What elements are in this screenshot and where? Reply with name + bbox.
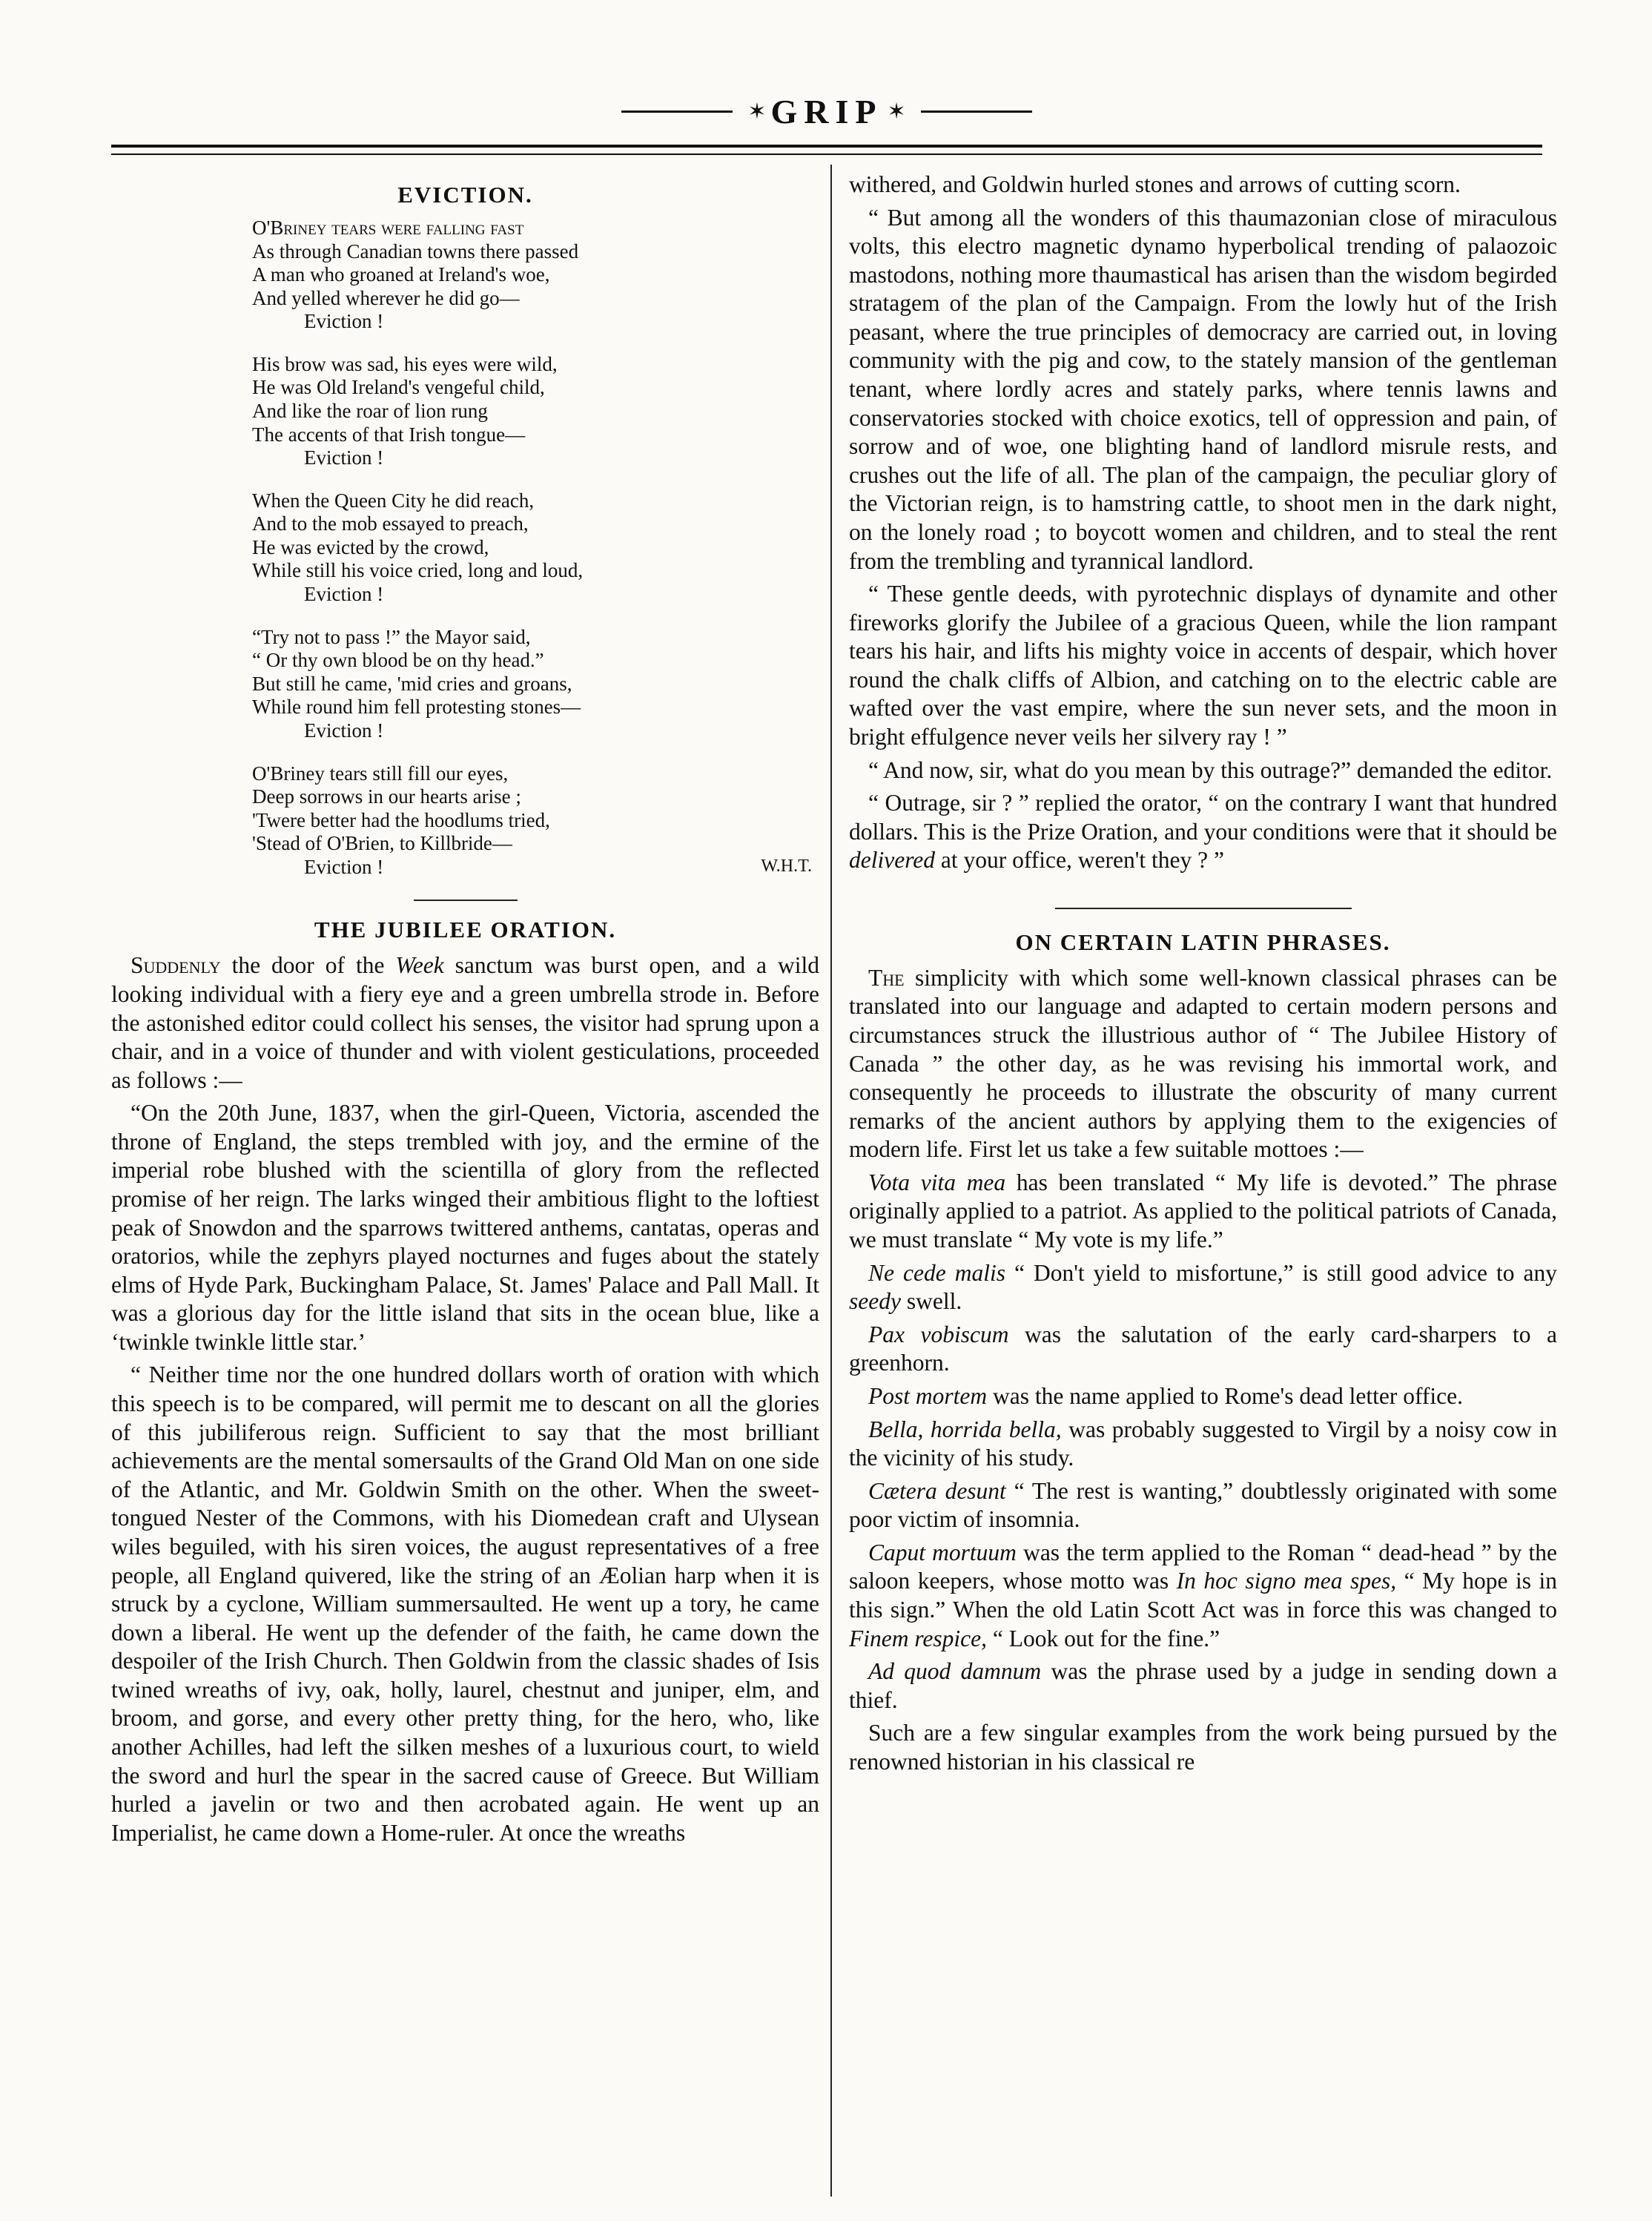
- poem-stanza: [252, 217, 819, 334]
- poem-refrain: Eviction !: [304, 446, 384, 469]
- poem-line: While still his voice cried, long and loud,: [252, 559, 584, 582]
- poem-refrain: Eviction !: [304, 310, 384, 333]
- poem-line: But still he came, 'mid cries and groans,: [252, 672, 572, 695]
- header-double-rule: [111, 145, 1542, 155]
- poem-line: Deep sorrows in our hearts arise ;: [252, 785, 521, 808]
- latin-paragraph: Caput mortuum was the term applied to the Roman “ dead-head ” by the saloon keepers, whose motto was In hoc signo mea spes, “ My hope is in this sign.” When the old Latin Scott Act was in force this was changed to Finem respice, “ Look out for the fine.”: [849, 1539, 1557, 1651]
- right-column: [849, 171, 1557, 1781]
- poem-refrain: Eviction !: [304, 719, 384, 742]
- latin-paragraph: The simplicity with which some well-known classical phrases can be translated into our language and adapted to certain modern persons and circumstances struck the illustrious author of “ The Jubilee History of Canada ” the other day, as he was revising his immortal work, and consequently he proceeds to illustrate the obscurity of many current remarks of the ancient authors by applying them to the exigencies of modern life. First let us take a few suitable mottoes :—: [849, 964, 1557, 1163]
- left-column: [111, 171, 819, 1852]
- poem-line: “ Or thy own blood be on thy head.”: [252, 649, 544, 672]
- poem-signature: W.H.T.: [761, 856, 812, 876]
- jubilee-title: THE JUBILEE ORATION.: [314, 917, 617, 943]
- jubilee-paragraph: “ Outrage, sir ? ” replied the orator, “ on the contrary I want that hundred dollars. This is the Prize Oration, and your conditions were that it should be delivered at your office, weren't they ? ”: [849, 790, 1557, 874]
- eviction-poem: [252, 217, 819, 879]
- poem-stanza: [252, 762, 819, 880]
- poem-line: O'Briney tears were falling fast: [252, 216, 524, 239]
- eviction-title: EVICTION.: [397, 182, 533, 208]
- poem-line: As through Canadian towns there passed: [252, 240, 579, 263]
- jubilee-paragraph: Suddenly the door of the Week sanctum was burst open, and a wild looking individual with a fiery eye and a green umbrella strode in. Before the astonished editor could collect his senses, the visitor had sprung upon a chair, and in a voice of thunder and with violent gesticulations, proceeded as follows :—: [111, 952, 819, 1093]
- poem-line: “Try not to pass !” the Mayor said,: [252, 625, 531, 648]
- poem-line: And to the mob essayed to preach,: [252, 512, 529, 535]
- poem-refrain: Eviction !: [304, 583, 384, 606]
- latin-paragraph: Ne cede malis “ Don't yield to misfortune,” is still good advice to any seedy swell.: [849, 1259, 1557, 1315]
- latin-title: ON CERTAIN LATIN PHRASES.: [1015, 928, 1391, 955]
- poem-line: He was evicted by the crowd,: [252, 535, 489, 558]
- jubilee-paragraph-continued: withered, and Goldwin hurled stones and arrows of cutting scorn.: [849, 171, 1461, 197]
- jubilee-paragraph: “ These gentle deeds, with pyrotechnic displays of dynamite and other fireworks glorify the Jubilee of a gracious Queen, while the lion rampant tears his hair, and lifts his mighty voice in accents of despair, which hover round the chalk cliffs of Albion, and catching on to the electric cable are wafted over the vast empire, where the sun never sets, and the moon in bright effulgence never veils her silvery ray ! ”: [849, 581, 1557, 750]
- poem-refrain: Eviction ! W.H.T.: [304, 855, 812, 878]
- jubilee-paragraph: “ But among all the wonders of this thaumazonian close of miraculous volts, this electro magnetic dynamo hyperbolical trending of palaozoic mastodons, nothing more thaumastical has arisen than the wisdom begirded stratagem of the plan of the Campaign. From the lowly hut of the Irish peasant, where the true principles of democracy are carried out, in loving community with the pig and cow, to the stately mansion of the gentleman tenant, where lordly acres and stately parks, where tennis lawns and conservatories stocked with choice exotics, tell of oppression and pain, of sorrow and of woe, one blighting hand of landlord misrule rests, and crushes out the life of all. The plan of the campaign, the peculiar glory of the Victorian reign, is to hamstring cattle, to shoot men in the dark night, on the lonely road ; to boycott women and children, and to steal the rent from the trembling and tyrannical landlord.: [849, 204, 1557, 574]
- latin-paragraph: Ad quod damnum was the phrase used by a judge in sending down a thief.: [849, 1658, 1558, 1713]
- poem-line: While round him fell protesting stones—: [252, 696, 581, 719]
- masthead-rule-right: [921, 110, 1032, 113]
- poem-stanza: [252, 353, 819, 470]
- masthead-rule-left: [621, 110, 733, 113]
- poem-line: O'Briney tears still fill our eyes,: [252, 762, 509, 785]
- masthead-title: GRIP: [770, 92, 883, 131]
- poem-line: When the Queen City he did reach,: [252, 489, 535, 512]
- jubilee-paragraph: “ And now, sir, what do you mean by this outrage?” demanded the editor.: [868, 756, 1553, 783]
- poem-line: His brow was sad, his eyes were wild,: [252, 352, 558, 375]
- poem-line: 'Stead of O'Brien, to Killbride—: [252, 832, 512, 855]
- poem-line: The accents of that Irish tongue—: [252, 423, 526, 446]
- masthead: [111, 89, 1542, 133]
- star-ornament-icon: ✶: [887, 99, 906, 124]
- latin-paragraph: Vota vita mea has been translated “ My life is devoted.” The phrase originally applied to a patriot. As applied to the political patriots of Canada, we must translate “ My vote is my life.”: [849, 1169, 1558, 1253]
- poem-line: He was Old Ireland's vengeful child,: [252, 376, 545, 399]
- section-separator: [1055, 908, 1352, 909]
- latin-paragraph: Bella, horrida bella, was probably suggested to Virgil by a noisy cow in the vicinity of his study.: [849, 1416, 1557, 1471]
- latin-paragraph: Pax vobiscum was the salutation of the early card-sharpers to a greenhorn.: [849, 1321, 1557, 1376]
- poem-stanza: [252, 626, 819, 743]
- poem-line: 'Twere better had the hoodlums tried,: [252, 808, 550, 831]
- star-ornament-icon: ✶: [747, 99, 767, 124]
- latin-paragraph: Post mortem was the name applied to Rome's dead letter office.: [868, 1382, 1463, 1409]
- poem-stanza: [252, 489, 819, 607]
- latin-paragraph: Such are a few singular examples from the work being pursued by the renowned historian in his classical re: [849, 1720, 1557, 1775]
- jubilee-paragraph: “On the 20th June, 1837, when the girl-Queen, Victoria, ascended the throne of England, the steps trembled with joy, and the ermine of the imperial robe blushed with the scientilla of glory from the reflected promise of her reign. The larks winged their ambitious flight to the loftiest peak of Snowdon and the sparrows twittered anthems, cantatas, operas and oratorios, while the zephyrs played nocturnes and fuges about the stately elms of Hyde Park, Buckingham Palace, St. James' Palace and Pall Mall. It was a glorious day for the little island that sits in the ocean blue, like a ‘twinkle twinkle little star.’: [111, 1100, 819, 1355]
- poem-line: A man who groaned at Ireland's woe,: [252, 263, 550, 286]
- section-separator: [414, 900, 518, 901]
- poem-line: And like the roar of lion rung: [252, 400, 488, 423]
- latin-paragraph: Cætera desunt “ The rest is wanting,” doubtlessly originated with some poor victim of insomnia.: [849, 1477, 1557, 1533]
- column-divider: [830, 165, 832, 2197]
- poem-line: And yelled wherever he did go—: [252, 286, 520, 309]
- jubilee-paragraph: “ Neither time nor the one hundred dollars worth of oration with which this speech is to be compared, will permit me to descant on all the glories of this jubiliferous reign. Sufficient to say that the most brilliant achievements are the mental somersaults of the Grand Old Man on one side of the Atlantic, and Mr. Goldwin Smith on the other. When the sweet-tongued Nester of the Commons, with his Diomedean craft and Ulysean wiles beguiled, with his siren voices, the august representatives of a free people, all England quivered, like the string of an Æolian harp when it is struck by a cyclone, William summersaulted. He went up a tory, he came down a liberal. He went up the defender of the faith, he came down the despoiler of the Irish Church. Then Goldwin from the classic shades of Isis twined wreaths of ivy, oak, holly, laurel, chestnut and juniper, elm, and broom, and gorse, and every other pretty thing, for the hero, who, like another Achilles, had left the silken meshes of a luxurious court, to wield the sword and hurl the spear in the sacred cause of Greece. But William hurled a javelin or two and then acrobated again. He went up an Imperialist, he came down a Home-ruler. At once the wreaths: [111, 1362, 819, 1846]
